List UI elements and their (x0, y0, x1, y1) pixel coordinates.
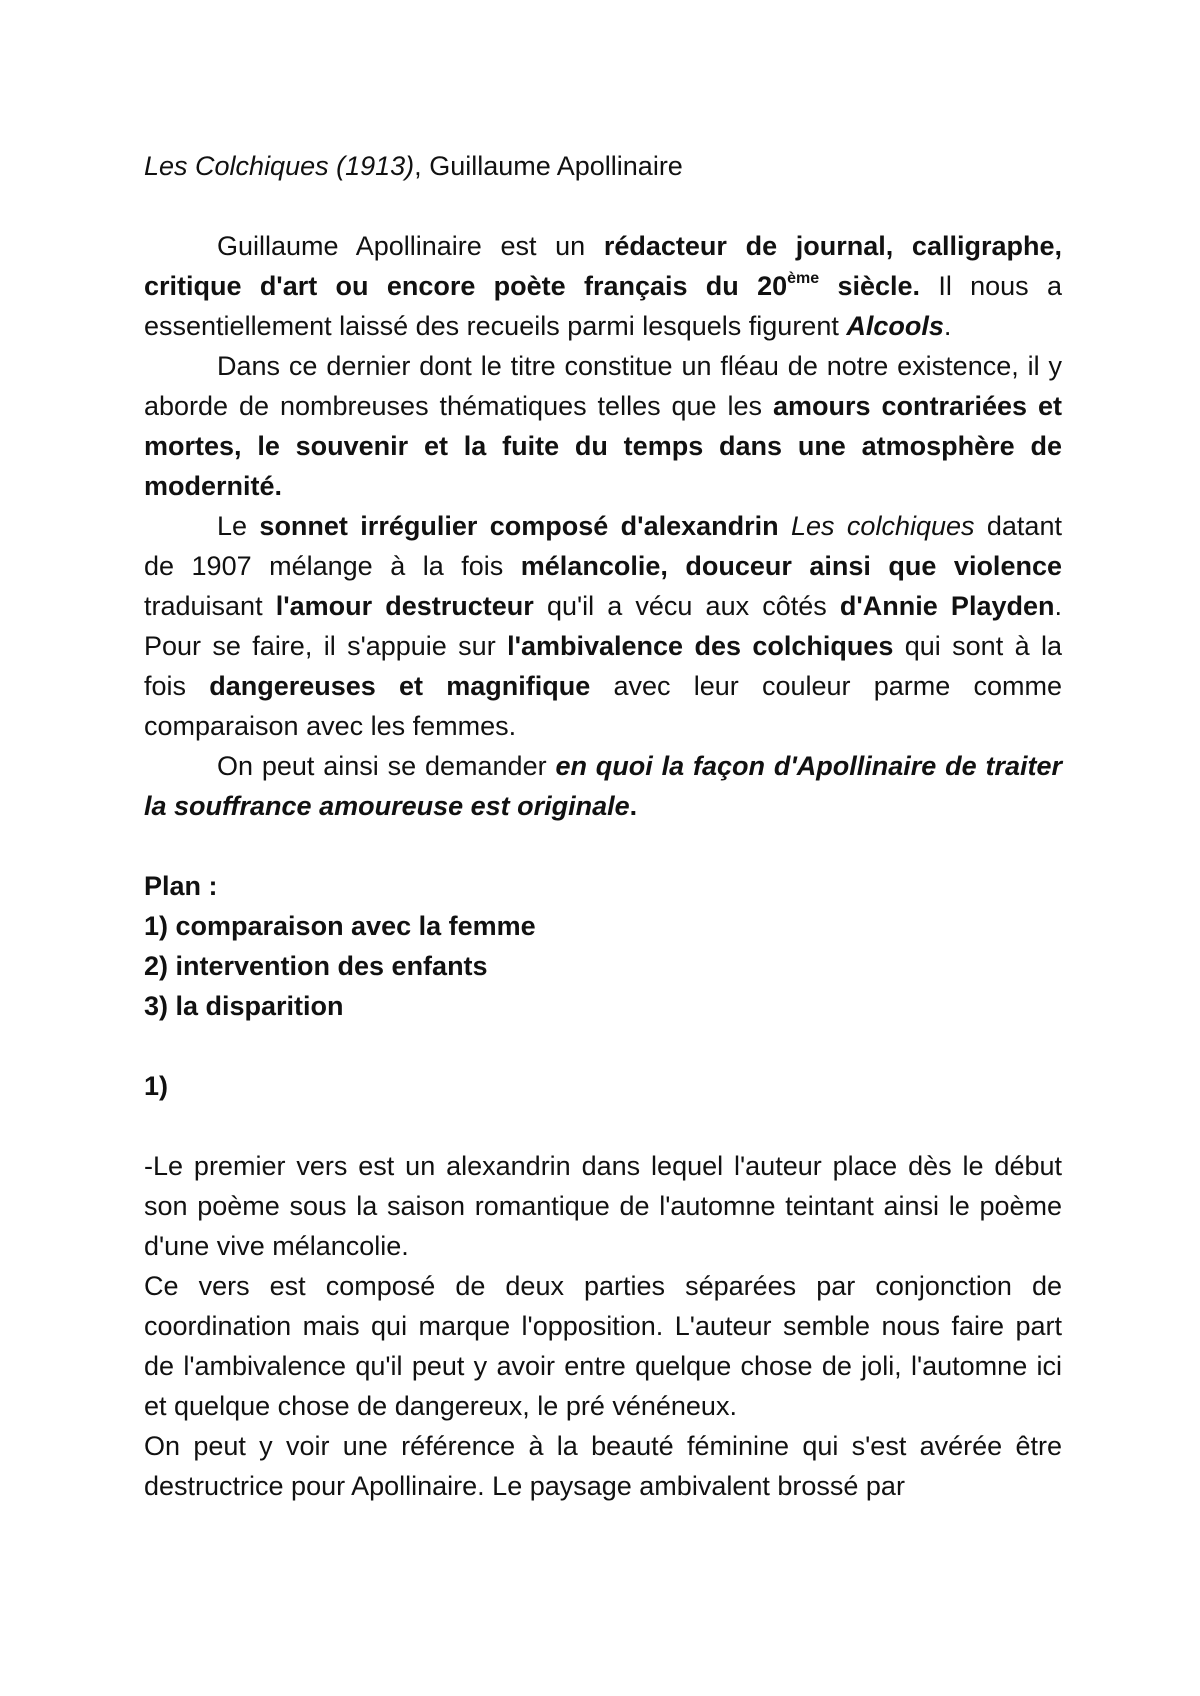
spacer (144, 826, 1062, 866)
intro3-text-a: Le (217, 511, 260, 541)
intro3-bold-h: l'amour destructeur (275, 591, 534, 621)
intro3-text-k: . Pour se faire, il s'appuie sur (144, 591, 1062, 661)
intro3-text-g: traduisant (144, 591, 276, 621)
intro3-bold-j: d'Annie Playden (839, 591, 1055, 621)
intro-paragraph-1 (144, 226, 1062, 346)
intro3-italic-d: Les colchiques (791, 511, 975, 541)
plan-item-text: 2) intervention des enfants (144, 951, 488, 981)
intro3-bold-f: mélancolie, douceur ainsi que violence (520, 551, 1062, 581)
intro1-text-a: Guillaume Apollinaire est un (217, 231, 604, 261)
spacer (144, 1106, 1062, 1146)
plan-item-text: 3) la disparition (144, 991, 344, 1021)
intro1-superscript: ème (787, 270, 820, 287)
intro-paragraph-4 (144, 746, 1062, 826)
title-separator: , (414, 151, 430, 181)
plan-heading (144, 866, 1062, 906)
intro1-text-d: Il nous a essentiellement laissé des recueils parmi lesquels figurent (144, 271, 1062, 341)
plan-item (144, 906, 1062, 946)
spacer (144, 186, 1062, 226)
intro3-bold-l: l'ambivalence des colchiques (507, 631, 894, 661)
intro4-text-c: . (629, 791, 638, 821)
intro3-text-e: datant de 1907 mélange à la fois (144, 511, 1062, 581)
intro1-book-title: Alcools (846, 311, 944, 341)
intro-paragraph-3 (144, 506, 1062, 746)
intro1-book-wrap (846, 311, 944, 341)
section-1-paragraph: On peut y voir une référence à la beauté féminine qui s'est avérée être destructrice pour Apollinaire. Le paysage ambivalent brossé par (144, 1431, 1062, 1501)
intro2-bold-b: amours contrariées et mortes, le souvenir et la fuite du temps dans une atmosphère de modernité. (144, 391, 1062, 501)
intro3-text-i: qu'il a vécu aux côtés (533, 591, 840, 621)
title-work: Les Colchiques (1913) (144, 151, 415, 181)
intro3-text-m: qui sont à la fois (144, 631, 1062, 701)
section-1-heading (144, 1066, 1062, 1106)
intro3-text-o: avec leur couleur parme comme comparaison avec les femmes. (144, 671, 1062, 741)
intro1-superscript-wrap (787, 271, 819, 301)
intro3-text-c (779, 511, 791, 541)
title-author: Guillaume Apollinaire (429, 151, 683, 181)
intro1-bold-b: rédacteur de journal, calligraphe, critique d'art ou encore poète français du 20 (144, 231, 1062, 301)
intro-paragraph-2 (144, 346, 1062, 506)
intro3-bold-b: sonnet irrégulier composé d'alexandrin (259, 511, 779, 541)
intro2-text-a: Dans ce dernier dont le titre constitue un fléau de notre existence, il y aborde de nombreuses thématiques telles que les (144, 351, 1062, 421)
plan-item-text: 1) comparaison avec la femme (144, 911, 536, 941)
section-1-paragraph: Ce vers est composé de deux parties séparées par conjonction de coordination mais qui marque l'opposition. L'auteur semble nous faire part de l'ambivalence qu'il peut y avoir entre quelque chose de joli, l'automne ici et quelque chose de dangereux, le pré vénéneux. (144, 1271, 1062, 1421)
intro4-text-a: On peut ainsi se demander (217, 751, 556, 781)
section-1-paragraph: -Le premier vers est un alexandrin dans lequel l'auteur place dès le début son poème sous la saison romantique de l'automne teintant ainsi le poème d'une vive mélancolie. (144, 1151, 1062, 1261)
document-title (144, 146, 1062, 186)
plan-item (144, 986, 1062, 1026)
intro1-bold-c: siècle. (819, 271, 921, 301)
spacer (144, 1026, 1062, 1066)
document-body (144, 146, 1062, 1506)
intro1-text-f: . (943, 311, 952, 341)
plan-heading-text: Plan : (144, 871, 218, 901)
section-1-heading-text: 1) (144, 1071, 169, 1101)
plan-item (144, 946, 1062, 986)
intro3-bold-n: dangereuses et magnifique (209, 671, 591, 701)
intro4-problematique: en quoi la façon d'Apollinaire de traiter la souffrance amoureuse est originale (144, 751, 1063, 821)
